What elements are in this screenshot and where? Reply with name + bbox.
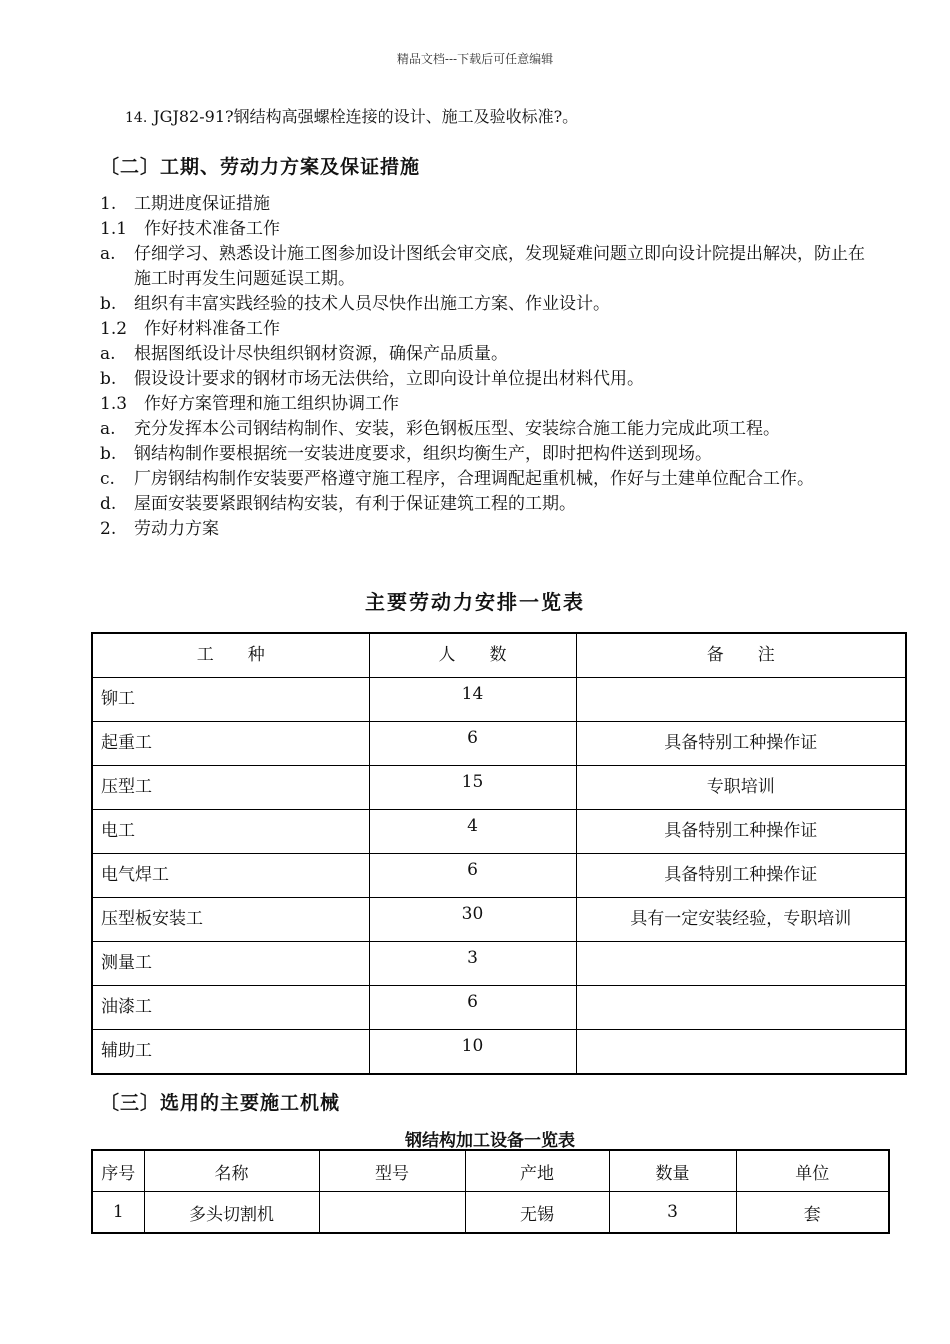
labor-cell-remark: 专职培训 — [576, 766, 906, 810]
line-text: 假设设计要求的钢材市场无法供给，立即向设计单位提出材料代用。 — [134, 369, 644, 389]
labor-cell-remark — [576, 1030, 906, 1075]
table-row — [92, 678, 906, 722]
line-text: 工期进度保证措施 — [134, 194, 270, 214]
line-marker: 1.1 — [100, 219, 128, 239]
equip-cell-quantity: 3 — [609, 1192, 736, 1234]
line-text: 组织有丰富实践经验的技术人员尽快作出施工方案、作业设计。 — [134, 294, 610, 314]
labor-cell-remark: 具备特别工种操作证 — [576, 722, 906, 766]
labor-cell-remark: 具备特别工种操作证 — [576, 854, 906, 898]
line-marker: c. — [100, 469, 115, 489]
table-row — [92, 1192, 889, 1234]
line-marker: b. — [100, 294, 117, 314]
labor-cell-count: 6 — [369, 722, 576, 766]
line-text: 作好技术准备工作 — [144, 219, 280, 239]
body-line — [100, 442, 870, 467]
header-cell-model: 型号 — [319, 1150, 465, 1192]
body-line — [100, 317, 870, 342]
labor-cell-count: 6 — [369, 986, 576, 1030]
labor-cell-count: 3 — [369, 942, 576, 986]
line-text: 根据图纸设计尽快组织钢材资源，确保产品质量。 — [134, 344, 508, 364]
reference-text: JGJ82-91?钢结构高强螺栓连接的设计、施工及验收标准?。 — [153, 107, 579, 126]
labor-cell-work-type: 电气焊工 — [92, 854, 369, 898]
line-text: 劳动力方案 — [134, 519, 219, 539]
labor-cell-remark: 具有一定安装经验，专职培训 — [576, 898, 906, 942]
table-row — [92, 854, 906, 898]
body-line — [100, 467, 870, 492]
line-text: 作好方案管理和施工组织协调工作 — [144, 394, 399, 414]
table-row — [92, 722, 906, 766]
line-marker: a. — [100, 344, 116, 364]
header-cell-count: 人 数 — [369, 633, 576, 678]
header-cell-quantity: 数量 — [609, 1150, 736, 1192]
section-2-body — [100, 192, 870, 542]
header-cell-seq: 序号 — [92, 1150, 144, 1192]
section-2-title: 〔二〕工期、劳动力方案及保证措施 — [100, 156, 421, 178]
table-row — [92, 942, 906, 986]
equipment-table-header-row — [92, 1150, 889, 1192]
labor-cell-work-type: 辅助工 — [92, 1030, 369, 1075]
body-line — [100, 242, 870, 292]
equip-cell-model — [319, 1192, 465, 1234]
labor-cell-count: 6 — [369, 854, 576, 898]
equip-cell-name: 多头切割机 — [144, 1192, 319, 1234]
section-3-title: 〔三〕选用的主要施工机械 — [100, 1092, 341, 1114]
line-marker: b. — [100, 369, 117, 389]
body-line — [100, 192, 870, 217]
labor-cell-count: 4 — [369, 810, 576, 854]
equipment-table-title: 钢结构加工设备一览表 — [405, 1131, 575, 1151]
reference-number: 14. — [125, 110, 148, 126]
line-marker: b. — [100, 444, 117, 464]
line-text: 屋面安装要紧跟钢结构安装，有利于保证建筑工程的工期。 — [134, 494, 576, 514]
labor-cell-remark — [576, 678, 906, 722]
body-line — [100, 292, 870, 317]
equip-cell-seq: 1 — [92, 1192, 144, 1234]
line-marker: 2. — [100, 519, 117, 539]
labor-cell-remark — [576, 986, 906, 1030]
body-line — [100, 417, 870, 442]
equip-cell-unit: 套 — [736, 1192, 889, 1234]
line-text: 钢结构制作要根据统一安装进度要求，组织均衡生产，即时把构件送到现场。 — [134, 444, 712, 464]
line-marker: 1.3 — [100, 394, 128, 414]
labor-cell-work-type: 压型板安装工 — [92, 898, 369, 942]
labor-cell-work-type: 油漆工 — [92, 986, 369, 1030]
body-line — [100, 392, 870, 417]
reference-item — [125, 104, 578, 127]
labor-cell-count: 14 — [369, 678, 576, 722]
labor-table-header-row — [92, 633, 906, 678]
labor-cell-count: 30 — [369, 898, 576, 942]
labor-table-title: 主要劳动力安排一览表 — [365, 590, 585, 614]
labor-cell-work-type: 压型工 — [92, 766, 369, 810]
line-text: 充分发挥本公司钢结构制作、安装，彩色钢板压型、安装综合施工能力完成此项工程。 — [134, 419, 780, 439]
table-row — [92, 810, 906, 854]
line-marker: 1.2 — [100, 319, 128, 339]
equip-cell-origin: 无锡 — [465, 1192, 609, 1234]
labor-cell-work-type: 测量工 — [92, 942, 369, 986]
equipment-table — [91, 1149, 890, 1234]
body-line — [100, 217, 870, 242]
line-marker: 1. — [100, 194, 117, 214]
line-text: 仔细学习、熟悉设计施工图参加设计图纸会审交底，发现疑难问题立即向设计院提出解决，防止在施工时再发生问题延误工期。 — [134, 244, 865, 289]
body-line — [100, 342, 870, 367]
line-marker: a. — [100, 419, 116, 439]
labor-cell-work-type: 铆工 — [92, 678, 369, 722]
body-line — [100, 492, 870, 517]
header-cell-name: 名称 — [144, 1150, 319, 1192]
body-line — [100, 367, 870, 392]
labor-cell-work-type: 起重工 — [92, 722, 369, 766]
header-cell-remark: 备 注 — [576, 633, 906, 678]
labor-cell-count: 15 — [369, 766, 576, 810]
labor-cell-remark — [576, 942, 906, 986]
line-marker: d. — [100, 494, 117, 514]
table-row — [92, 986, 906, 1030]
body-line — [100, 517, 870, 542]
table-row — [92, 1030, 906, 1075]
labor-cell-work-type: 电工 — [92, 810, 369, 854]
labor-table — [91, 632, 907, 1075]
line-marker: a. — [100, 244, 116, 264]
header-cell-work-type: 工 种 — [92, 633, 369, 678]
labor-cell-remark: 具备特别工种操作证 — [576, 810, 906, 854]
table-row — [92, 766, 906, 810]
table-row — [92, 898, 906, 942]
page-header: 精品文档---下载后可任意编辑 — [396, 52, 554, 66]
line-text: 作好材料准备工作 — [144, 319, 280, 339]
header-cell-origin: 产地 — [465, 1150, 609, 1192]
line-text: 厂房钢结构制作安装要严格遵守施工程序，合理调配起重机械，作好与土建单位配合工作。 — [134, 469, 814, 489]
header-cell-unit: 单位 — [736, 1150, 889, 1192]
labor-cell-count: 10 — [369, 1030, 576, 1075]
